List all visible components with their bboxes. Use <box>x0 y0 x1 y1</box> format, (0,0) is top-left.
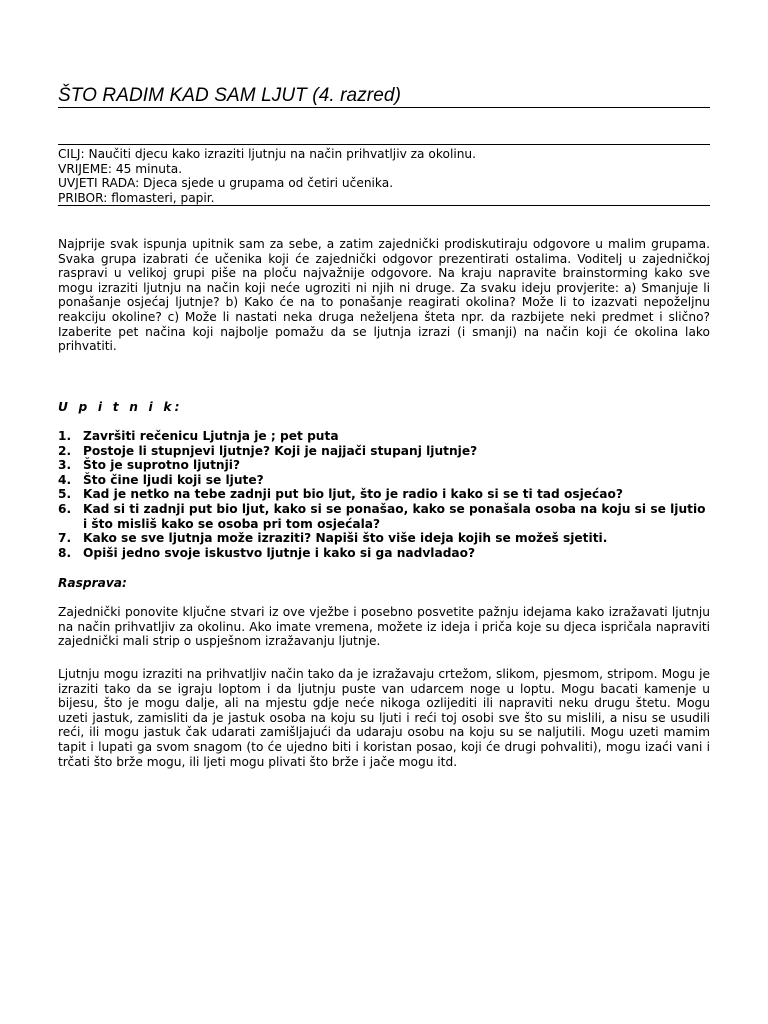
question-item <box>58 502 710 531</box>
question-number: 1. <box>58 429 72 443</box>
question-number: 8. <box>58 545 72 560</box>
question-text: Kad si ti zadnji put bio ljut, kako si se ponašao, kako se ponašala osoba na koju si se ljutio i što misliš kako se osoba pri tom osjećala? <box>83 501 706 531</box>
question-number: 4. <box>58 472 72 487</box>
questionnaire-heading: U p i t n i k: <box>58 400 183 414</box>
question-item <box>58 473 710 488</box>
question-number: 6. <box>58 501 72 516</box>
lesson-info-box <box>58 144 710 206</box>
question-text: Kako se sve ljutnja može izraziti? Napiši što više ideja kojih se možeš sjetiti. <box>83 531 608 546</box>
conditions-line: UVJETI RADA: Djeca sjede u grupama od četiri učenika. <box>58 176 394 191</box>
document-title: ŠTO RADIM KAD SAM LJUT (4. razred) <box>58 85 401 106</box>
question-item <box>58 444 710 459</box>
materials-line: PRIBOR: flomasteri, papir. <box>58 190 215 205</box>
question-text: Što je suprotno ljutnji? <box>83 458 241 473</box>
intro-paragraph: Najprije svak ispunja upitnik sam za sebe, a zatim zajednički prodiskutiraju odgovore u malim grupama. Svaka grupa izabrati će učenika koji će zajednički odgovor prezentirati ostalima. Voditelj u zajedničkoj raspravi u velikoj grupi piše na ploču najvažnije odgovore. Na kraju napravite brainstorming kako sve mogu izraziti ljutnju na način koji neće ugroziti ni njih ni druge. Za svaku ideju provjerite: a) Smanjuje li ponašanje osjećaj ljutnje? b) Kako će na to ponašanje reagirati okolina? Može li to izazvati nepoželjnu reakciju okoline? c) Može li nastati neka druga neželjena šteta npr. da razbijete neki predmet i slično? Izaberite pet načina koji najbolje pomažu da se ljutnja izrazi (i smanji) na način koji će okolina lako prihvatiti. <box>58 237 710 354</box>
discussion-paragraph: Zajednički ponovite ključne stvari iz ove vježbe i posebno posvetite pažnju idejama kako izražavati ljutnju na način prihvatljiv za okolinu. Ako imate vremena, možete iz ideja i priča koje su djeca ispričala napraviti zajednički mali strip o uspješnom izražavanju ljutnje. <box>58 605 710 649</box>
duration-line: VRIJEME: 45 minuta. <box>58 161 183 176</box>
question-text: Što čine ljudi koji se ljute? <box>83 472 264 487</box>
question-number: 2. <box>58 443 72 458</box>
questionnaire-list <box>58 429 710 560</box>
question-number: 5. <box>58 487 72 502</box>
question-item <box>58 429 710 444</box>
question-text: Kad je netko na tebe zadnji put bio ljut, što je radio i kako si se ti tad osjećao? <box>83 487 623 502</box>
ideas-paragraph: Ljutnju mogu izraziti na prihvatljiv način tako da je izražavaju crtežom, slikom, pjesmom, stripom. Mogu je izraziti tako da se igraju loptom i da ljutnju puste van udarcem noge u loptu. Mogu bacati kamenje u bijesu, što je mogu dalje, ali na mjestu gdje neće nikoga ozlijediti ili napraviti neku drugu štetu. Mogu uzeti jastuk, zamisliti da je jastuk osoba na koju su ljuti i reći toj osobi sve što su mislili, a nisu se usudili reći, ili mogu jastuk čak udarati zamišljajući da udaraju osobu na koju su se naljutili. Mogu uzeti mamim tapit i lupati ga svom snagom (to će ujedno biti i koristan posao, koji će drugi pohvaliti), mogu izaći vani i trčati što brže mogu, ili ljeti mogu plivati što brže i jače mogu itd. <box>58 667 710 769</box>
question-text: Opiši jedno svoje iskustvo ljutnje i kako si ga nadvladao? <box>83 545 476 560</box>
title-underline <box>58 107 710 108</box>
question-item <box>58 546 710 561</box>
question-item <box>58 487 710 502</box>
question-text: Postoje li stupnjevi ljutnje? Koji je najjači stupanj ljutnje? <box>83 443 478 458</box>
question-number: 7. <box>58 531 72 546</box>
question-item <box>58 531 710 546</box>
question-number: 3. <box>58 458 72 473</box>
goal-line: CILJ: Naučiti djecu kako izraziti ljutnju na način prihvatljiv za okolinu. <box>58 147 477 161</box>
question-item <box>58 458 710 473</box>
question-text: Završiti rečenicu Ljutnja je ; pet puta <box>83 429 339 443</box>
discussion-heading: Rasprava: <box>58 576 127 590</box>
